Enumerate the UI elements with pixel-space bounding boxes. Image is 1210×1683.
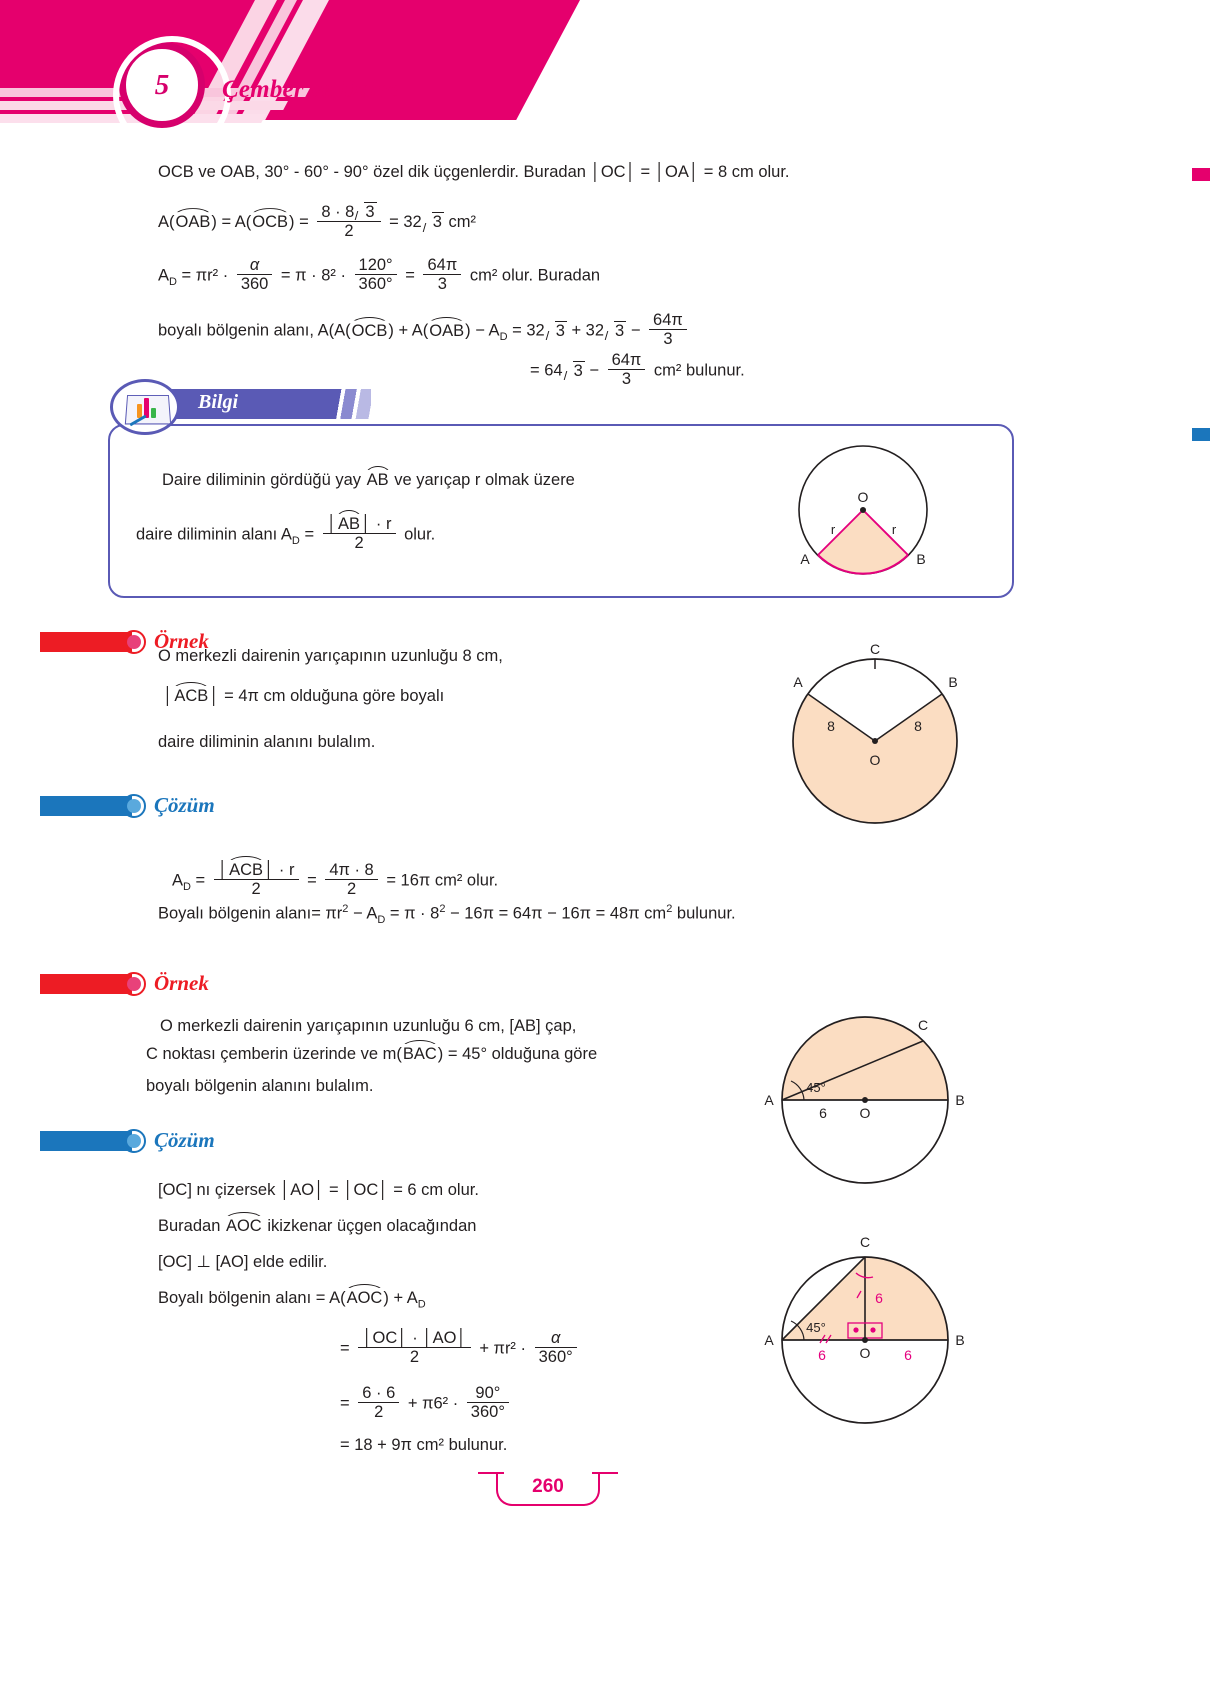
eq3-eq: = 32 bbox=[507, 321, 545, 340]
chapter-number: 5 bbox=[154, 68, 170, 101]
example1-l2-rest: = 4π cm olduğuna göre boyalı bbox=[219, 687, 445, 705]
bilgi-t2eq: = bbox=[299, 525, 319, 544]
solution2-line-2 bbox=[158, 1217, 476, 1237]
s2e2-plus: + π6² · bbox=[403, 1394, 463, 1413]
fraction-1 bbox=[317, 202, 380, 241]
f3-den: 3 bbox=[649, 329, 687, 349]
s1f1-den: 2 bbox=[214, 879, 299, 899]
arc-oab-2: OAB bbox=[429, 321, 465, 340]
intro-line-1: OCB ve OAB, 30° - 60° - 90° özel dik üçgenlerdir. Buradan │OC│ = │OA│ = 8 cm olur. bbox=[158, 163, 790, 181]
s1eq-mid: = bbox=[302, 871, 322, 890]
example1-label-radius-left: 8 bbox=[827, 718, 835, 734]
s1e2-p1: Boyalı bölgenin alanı= πr bbox=[158, 904, 343, 923]
s2-l4a: Boyalı bölgenin alanı = A( bbox=[158, 1289, 346, 1307]
cozum-bar-1 bbox=[40, 796, 132, 816]
e2d1-label-radius: 6 bbox=[819, 1105, 827, 1121]
ornek-bar-2 bbox=[40, 974, 132, 994]
eq2-lhs: A bbox=[158, 266, 170, 285]
s2e1-ao: AO bbox=[432, 1329, 457, 1347]
s1e2-p1s: 2 bbox=[342, 903, 349, 915]
intro-equation-1 bbox=[158, 203, 476, 242]
arc-bac: BAC bbox=[402, 1045, 437, 1063]
example1-center-dot bbox=[872, 738, 878, 744]
bilgi-text-line-1 bbox=[162, 471, 575, 491]
eq1-rhs: = 32 bbox=[384, 213, 422, 232]
s2e1-f2den: 360° bbox=[535, 1347, 577, 1367]
cozum-label-1: Çözüm bbox=[154, 793, 215, 817]
intro-oa: OA bbox=[665, 163, 689, 181]
eq3-p: + 32 bbox=[566, 321, 605, 340]
e2d2-label-a: A bbox=[764, 1332, 774, 1348]
s1e2-p4s: 2 bbox=[666, 903, 673, 915]
label-r-right: r bbox=[891, 522, 897, 537]
fraction-3 bbox=[649, 311, 687, 349]
bilgi-frac-rest: · r bbox=[371, 515, 392, 533]
s1eq-lhs: A bbox=[172, 871, 184, 890]
example1-label-b: B bbox=[948, 674, 958, 690]
s1e2-p2: − A bbox=[348, 904, 378, 923]
s1eq-eq: = bbox=[190, 871, 210, 890]
ornek-ring-icon-2 bbox=[122, 972, 146, 996]
intro-text-a: OCB ve OAB, 30° - 60° - 90° özel dik üçgenlerdir. Buradan bbox=[158, 163, 591, 181]
s1f2-den: 2 bbox=[325, 879, 377, 899]
e2d2-label-left: 6 bbox=[818, 1347, 826, 1363]
e2d2-label-o: O bbox=[859, 1345, 871, 1361]
page-title: Çember ve Daire bbox=[222, 76, 399, 103]
s2-l4sub: D bbox=[417, 1298, 426, 1311]
eq2-tail: cm² olur. Buradan bbox=[465, 266, 601, 285]
f2a-den: 360 bbox=[237, 274, 273, 294]
intro-text-b: = 8 cm olur. bbox=[699, 163, 790, 181]
e2d2-label-b: B bbox=[955, 1332, 965, 1348]
bilgi-circle-diagram bbox=[788, 442, 978, 590]
s2-ao: AO bbox=[290, 1181, 315, 1199]
s2e1-den: 2 bbox=[358, 1347, 471, 1367]
f2c-num: 64π bbox=[427, 256, 458, 274]
arc-ocb-2: OCB bbox=[351, 321, 388, 340]
cozum-ring-icon-2 bbox=[122, 1129, 146, 1153]
example1-line-2: │ACB│ = 4π cm olduğuna göre boyalı bbox=[163, 687, 445, 705]
eq3-sub: D bbox=[499, 330, 508, 343]
example1-label-o: O bbox=[869, 752, 881, 768]
icon-bar-green bbox=[151, 408, 156, 418]
s1e2-p3: = π · 8 bbox=[385, 904, 440, 923]
page-number-text: 260 bbox=[532, 1476, 564, 1497]
e2d2-label-angle: 45° bbox=[806, 1320, 826, 1335]
eq3-lead: boyalı bölgenin alanı, A( bbox=[158, 321, 335, 340]
eq1-lhs: A( bbox=[158, 213, 175, 232]
eq1-mid: ) = A( bbox=[211, 213, 252, 232]
e2d1-label-o: O bbox=[859, 1105, 871, 1121]
page-number-ear-left bbox=[478, 1472, 504, 1474]
example2-line-2 bbox=[146, 1045, 597, 1065]
eq2-eq: = πr² · bbox=[176, 266, 233, 285]
e2d2-label-right: 6 bbox=[904, 1347, 912, 1363]
solution2-line-1: [OC] nı çizersek │AO│ = │OC│ = 6 cm olur. bbox=[158, 1181, 479, 1199]
s2-oc: OC bbox=[353, 1181, 379, 1199]
s2-l1b: = 6 cm olur. bbox=[388, 1181, 479, 1199]
eq3-m: − bbox=[626, 321, 646, 340]
solution2-line-3: [OC] ⊥ [AO] elde edilir. bbox=[158, 1253, 328, 1271]
frac1-num: 8 · 8 bbox=[321, 203, 355, 221]
ornek-bar-1 bbox=[40, 632, 132, 652]
example1-label-radius-right: 8 bbox=[914, 718, 922, 734]
eq4-sqrt: 3 bbox=[573, 361, 583, 380]
f3-num: 64π bbox=[653, 311, 683, 329]
chart-board-icon bbox=[110, 379, 180, 435]
s2e1-oc: OC bbox=[372, 1329, 398, 1347]
bilgi-t2tail: olur. bbox=[399, 525, 436, 544]
page-header bbox=[0, 0, 1210, 150]
frac1-den: 2 bbox=[317, 221, 380, 241]
label-b: B bbox=[916, 551, 926, 567]
eq3-sqrt1: 3 bbox=[555, 321, 565, 340]
e2d2-rt-dot-left bbox=[853, 1327, 858, 1332]
cozum-bar-2 bbox=[40, 1131, 132, 1151]
page-number-badge bbox=[478, 1472, 618, 1514]
eq3-a-open: A( bbox=[334, 321, 351, 340]
eq1-sqrt: 3 bbox=[432, 213, 442, 232]
eq4-m: − bbox=[584, 361, 604, 380]
e2-l2b: ) = 45° olduğuna göre bbox=[437, 1045, 598, 1063]
arc-acb: ACB bbox=[174, 687, 209, 705]
s2-l1eq: = bbox=[324, 1181, 344, 1199]
f2c-den: 3 bbox=[423, 274, 461, 294]
s2e2-f1den: 2 bbox=[358, 1402, 399, 1422]
fraction-4 bbox=[608, 351, 646, 389]
label-a: A bbox=[800, 551, 810, 567]
example1-circle-diagram bbox=[778, 641, 978, 846]
arc-ocb: OCB bbox=[252, 213, 289, 232]
s2e2-eq: = bbox=[340, 1394, 355, 1413]
s2e1-dot: · bbox=[407, 1329, 423, 1347]
example1-line-3: daire diliminin alanını bulalım. bbox=[158, 733, 376, 751]
cozum-ring-icon-1 bbox=[122, 794, 146, 818]
solution2-line-4 bbox=[158, 1289, 426, 1311]
intro-equation-4 bbox=[530, 352, 745, 390]
bilgi-t1b: ve yarıçap r olmak üzere bbox=[389, 471, 575, 489]
bilgi-text-line-2 bbox=[136, 516, 435, 554]
eq4-tail: cm² bulunur. bbox=[649, 361, 745, 380]
example1-label-c: C bbox=[869, 641, 881, 657]
solution2-frac-3 bbox=[358, 1384, 399, 1422]
solution2-frac-1: $\frac{│OC│ \cdot │AO│}{2}$ bbox=[358, 1329, 471, 1367]
example2-line-1: O merkezli dairenin yarıçapının uzunluğu 6 cm, [AB] çap, bbox=[160, 1017, 577, 1035]
e2d2-center-dot bbox=[862, 1337, 868, 1343]
fraction-2a bbox=[237, 256, 273, 294]
fraction-2c bbox=[423, 256, 461, 294]
solution1-frac-2 bbox=[325, 861, 377, 899]
f2b-den: 360° bbox=[355, 274, 397, 294]
e2d1-label-angle: 45° bbox=[806, 1080, 826, 1095]
solution2-frac-2 bbox=[535, 1329, 577, 1367]
solution2-equation-3: = 18 + 9π cm² bulunur. bbox=[340, 1436, 508, 1454]
s1eq-sub: D bbox=[183, 880, 191, 893]
s2e1-eq: = bbox=[340, 1339, 355, 1358]
solution1-equation-2 bbox=[158, 903, 736, 927]
s2-l4b: ) + A bbox=[383, 1289, 418, 1307]
bilgi-label: Bilgi bbox=[198, 391, 239, 413]
arc-acb-2: ACB bbox=[229, 861, 264, 879]
center-dot bbox=[860, 507, 866, 513]
s2e2-f1num: 6 · 6 bbox=[362, 1384, 396, 1402]
frac1-sqrt: 3 bbox=[365, 203, 375, 221]
bilgi-t2a: daire diliminin alanı A bbox=[136, 525, 292, 544]
s2e2-f2den: 360° bbox=[467, 1402, 509, 1422]
e2d2-label-c: C bbox=[859, 1234, 871, 1250]
example1-line-1: O merkezli dairenin yarıçapının uzunluğu 8 cm, bbox=[158, 647, 503, 665]
e2d2-rt-dot-right bbox=[870, 1327, 875, 1332]
e2d1-center-dot bbox=[862, 1097, 868, 1103]
eq2-sub: D bbox=[169, 275, 177, 288]
e2-l2a: C noktası çemberin üzerinde ve m( bbox=[146, 1045, 402, 1063]
eq2-mid: = π · 8² · bbox=[276, 266, 351, 285]
edge-marker-magenta bbox=[1192, 168, 1210, 181]
example2-diagram-2 bbox=[760, 1230, 980, 1430]
eq4-eq: = 64 bbox=[530, 361, 563, 380]
edge-marker-blue bbox=[1192, 428, 1210, 441]
eq3-sqrt2: 3 bbox=[615, 321, 625, 340]
arc-aoc: AOC bbox=[225, 1217, 262, 1235]
s1eq-tail: = 16π cm² olur. bbox=[381, 871, 499, 890]
bilgi-frac-den: 2 bbox=[323, 533, 396, 553]
example2-line-3: boyalı bölgenin alanını bulalım. bbox=[146, 1077, 374, 1095]
solution1-frac-1: $\frac{\text{│ACB│ · r}}{2}$ bbox=[214, 861, 299, 899]
arc-aoc-2: AOC bbox=[346, 1289, 383, 1307]
s1f2-num: 4π · 8 bbox=[329, 861, 374, 879]
solution1-equation-1 bbox=[172, 862, 498, 900]
arc-oab: OAB bbox=[175, 213, 211, 232]
eq2-mid2: = bbox=[400, 266, 420, 285]
f2a-num: α bbox=[249, 256, 260, 274]
f4-num: 64π bbox=[611, 351, 642, 369]
s2-l2a: Buradan bbox=[158, 1217, 225, 1235]
fraction-2b bbox=[355, 256, 397, 294]
s1e2-p5: bulunur. bbox=[672, 904, 736, 923]
arc-ab-frac: AB bbox=[338, 515, 361, 533]
label-o: O bbox=[857, 489, 869, 505]
arc-ab: AB bbox=[366, 471, 389, 489]
bilgi-t2sub: D bbox=[291, 534, 300, 547]
example2-diagram-1 bbox=[760, 1000, 980, 1190]
f4-den: 3 bbox=[608, 369, 646, 389]
ornek-label-2: Örnek bbox=[154, 971, 209, 995]
eq1-close: ) = bbox=[289, 213, 314, 232]
bilgi-header-stripes bbox=[325, 389, 371, 419]
e2d2-label-height: 6 bbox=[875, 1290, 883, 1306]
s2-l2b: ikizkenar üçgen olacağından bbox=[262, 1217, 477, 1235]
eq3-minus: ) − A bbox=[465, 321, 500, 340]
s2-l1a: [OC] nı çizersek bbox=[158, 1181, 280, 1199]
eq3-plus: ) + A( bbox=[388, 321, 429, 340]
intro-equation-2 bbox=[158, 257, 600, 295]
e2d1-label-a: A bbox=[764, 1092, 774, 1108]
intro-equation-3 bbox=[158, 312, 691, 350]
s1e2-p3s: 2 bbox=[439, 903, 446, 915]
bilgi-t1a: Daire diliminin gördüğü yay bbox=[162, 471, 366, 489]
example1-label-a: A bbox=[793, 674, 803, 690]
ornek-ring-icon-1 bbox=[122, 630, 146, 654]
intro-eq: = bbox=[635, 163, 655, 181]
s1e2-p4: − 16π = 64π − 16π = 48π cm bbox=[445, 904, 667, 923]
e2d1-label-c: C bbox=[917, 1017, 929, 1033]
solution2-equation-1 bbox=[340, 1330, 581, 1368]
solution2-equation-2 bbox=[340, 1385, 513, 1423]
e2d1-label-b: B bbox=[955, 1092, 965, 1108]
s2e1-f2num: α bbox=[550, 1329, 561, 1347]
bilgi-fraction: $\frac{│AB│ \cdot r}{2}$ bbox=[323, 515, 396, 553]
solution2-frac-4 bbox=[467, 1384, 509, 1422]
s1f1-rest: · r bbox=[274, 861, 295, 879]
f2b-num: 120° bbox=[358, 256, 393, 274]
chapter-badge bbox=[119, 42, 205, 128]
cozum-label-2: Çözüm bbox=[154, 1128, 215, 1152]
label-r-left: r bbox=[830, 522, 836, 537]
intro-oc: OC bbox=[600, 163, 626, 181]
s2e1-plus: + πr² · bbox=[474, 1339, 531, 1358]
eq1-unit: cm² bbox=[443, 213, 476, 232]
ornek-label-1: Örnek bbox=[154, 629, 209, 653]
page-number-ear-right bbox=[592, 1472, 618, 1474]
s2e2-f2num: 90° bbox=[475, 1384, 501, 1402]
s1e2-p2s: D bbox=[377, 913, 386, 926]
